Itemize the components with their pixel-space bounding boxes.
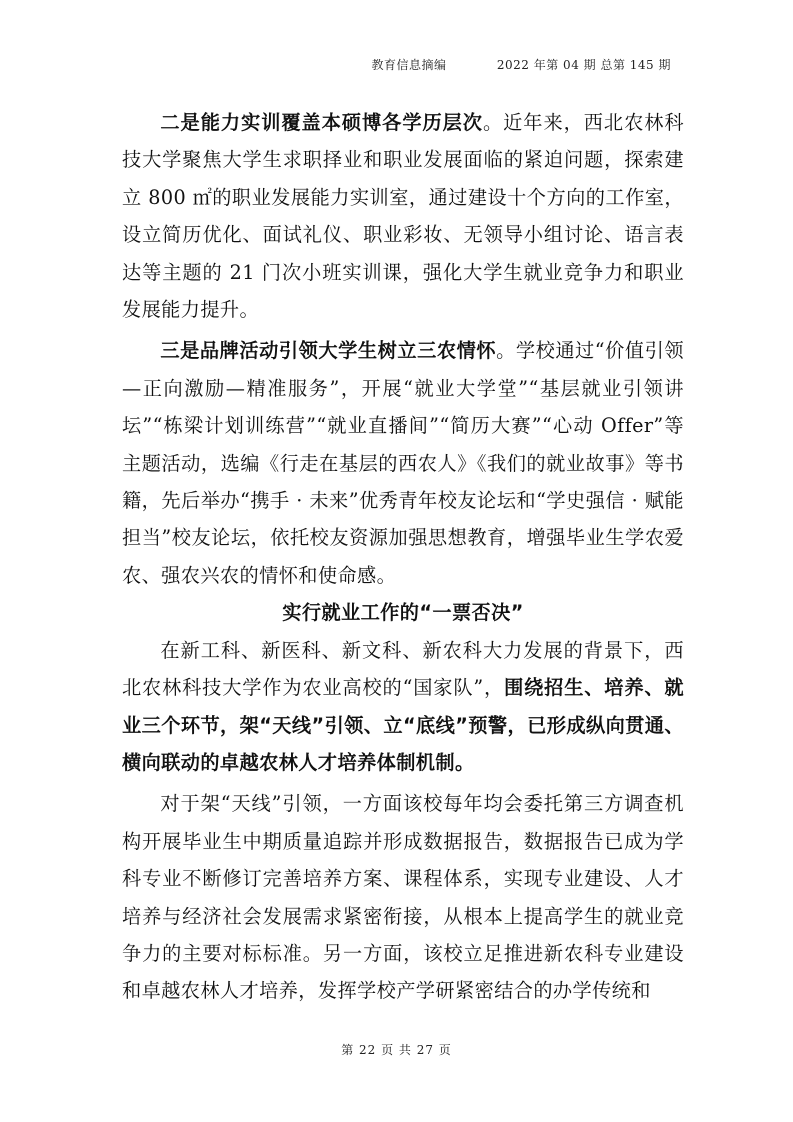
section-heading: 实行就业工作的“一票否决” (282, 601, 524, 625)
paragraph-section-body: 对于架“天线”引领，一方面该校每年均会委托第三方调查机构开展毕业生中期质量追踪并形成数据报告，数据报告已成为学科专业不断修订完善培养方案、课程体系，实现专业建设、人才培养与经济社会发展需求紧密衔接，从根本上提高学生的就业竞争力的主要对标标准。另一方面，该校立足推进新农科专业建设和卓越农林人才培养，发挥学校产学研紧密结合的办学传统和 (122, 792, 684, 1003)
page-footer: 第 22 页 共 27 页 (341, 1043, 452, 1057)
paragraph-section-intro (122, 632, 684, 782)
publication-title: 教育信息摘编 (371, 58, 447, 72)
page-header (372, 56, 671, 73)
document-body (122, 104, 684, 1010)
paragraph-brand-activities (122, 332, 684, 594)
paragraph-capability-training (122, 104, 684, 328)
paragraph-text: 。近年来，西北农林科技大学聚焦大学生求职择业和职业发展面临的紧迫问题，探索建立 800 ㎡的职业发展能力实训室，通过建设十个方向的工作室，设立简历优化、面试礼仪、职业彩妆、无领导小组讨论、语言表达等主题的 21 门次小班实训课，强化大学生就业竞争力和职业发展能力提升。 (122, 111, 685, 322)
paragraph-text: 在新工科、新医科、新文科、新农科大力发展的背景下，西北农林科技大学作为农业高校的“国家队”， (122, 638, 684, 700)
paragraph-bold-text: 围绕招生、培养、就业三个环节，架“天线”引领、立“底线”预警，已形成纵向贯通、横向联动的卓越农林人才培养体制机制。 (122, 676, 684, 774)
paragraph-lead: 三是品牌活动引领大学生树立三农情怀 (160, 339, 497, 363)
paragraph-text: 。学校通过“价值引领—正向激励—精准服务”，开展“就业大学堂”“基层就业引领讲坛”“栋梁计划训练营”“就业直播间”“简历大赛”“心动 Offer”等主题活动，选编《行走在基层的西农人》《我们的就业故事》等书籍，先后举办“携手 · 未来”优秀青年校友论坛和“学史强信 · 赋能担当”校友论坛，依托校友资源加强思想教育，增强毕业生学农爱农、强农兴农的情怀和使命感。 (122, 339, 684, 587)
paragraph-lead: 二是能力实训覆盖本硕博各学历层次 (160, 111, 483, 134)
issue-number: 2022 年第 04 期 总第 145 期 (496, 58, 671, 72)
